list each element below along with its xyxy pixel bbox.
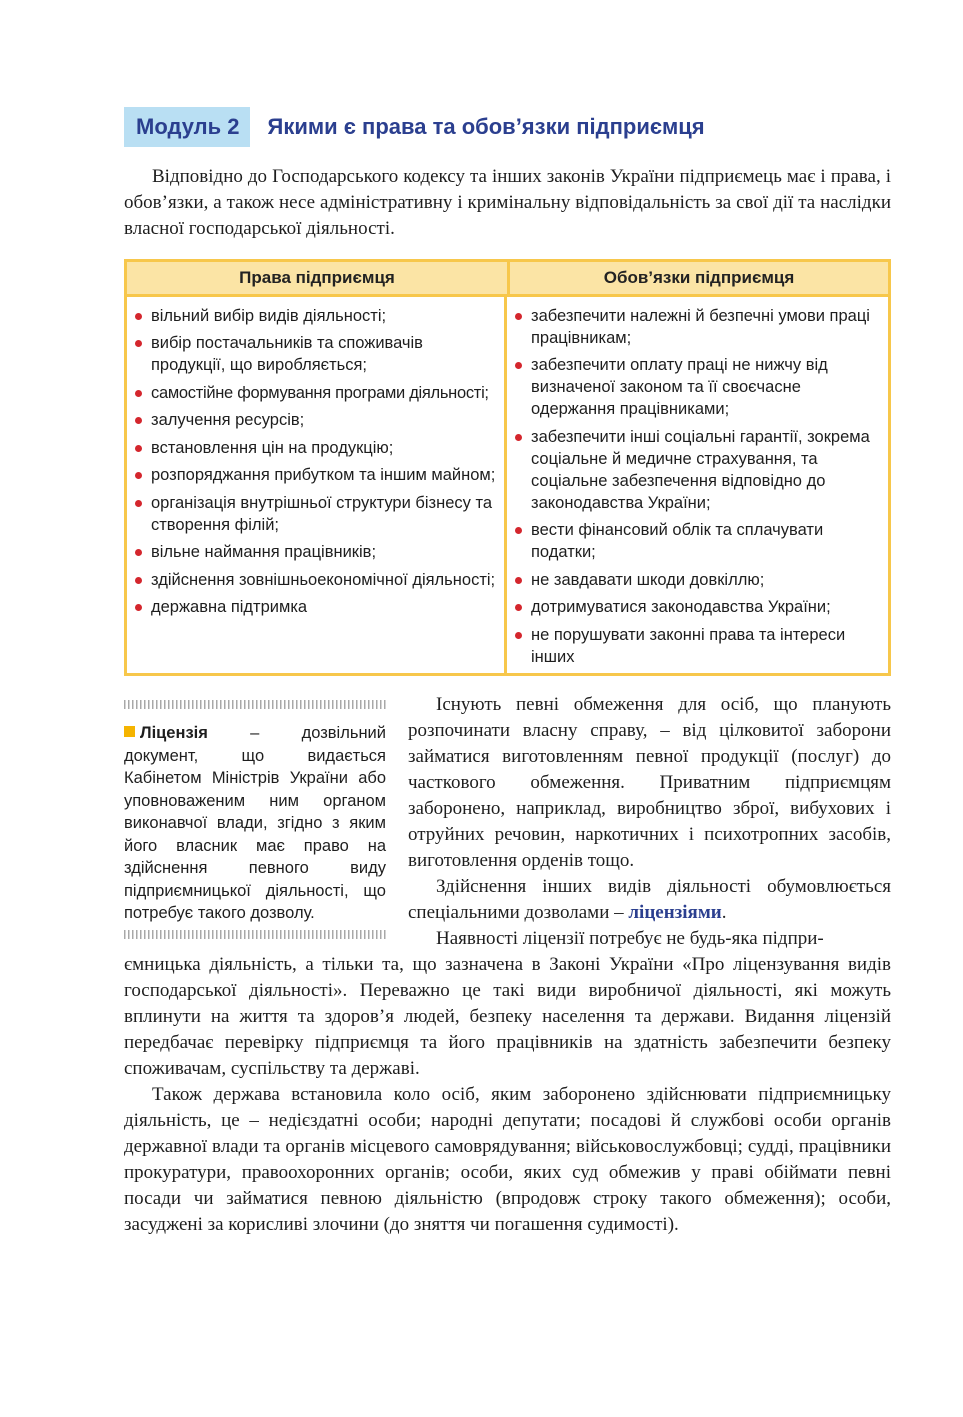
rights-duties-table — [124, 259, 891, 676]
body-paragraph-need: ємницька діяльність, а тільки та, що зазначена в Законі України «Про ліцензування видів господарської діяльності». Переважно це такі види виробничої діяльності, які можуть вплинути на життя та здоров’я людей, безпеку населення та держави. Видання ліцензій передбачає перевірку підприємця та його працівників на здатність забезпечити безпеку споживачам, суспільству та державі. — [124, 954, 891, 1079]
rights-list-item: державна підтримка — [135, 596, 500, 618]
rights-header: Права підприємця — [127, 262, 510, 294]
bullet-icon — [135, 472, 142, 479]
rights-list-item: залучення ресурсів; — [135, 409, 500, 431]
module-badge: Модуль 2 — [124, 107, 250, 147]
duties-list-item: забезпечити належні й безпечні умови праці працівникам; — [515, 305, 882, 349]
license-definition-note — [124, 722, 386, 925]
rights-list-item: вибір постачальників та споживачів продукції, що виробляється; — [135, 332, 500, 376]
bullet-icon — [135, 340, 142, 347]
rights-list-item: самостійне формування програми діяльності; — [135, 382, 500, 404]
bullet-icon — [135, 445, 142, 452]
intro-paragraph: Відповідно до Господарського кодексу та інших законів України підприємець має і права, і обов’язки, а також несе адміністративну і кримінальну відповідальність за свої дії та наслідки власної господарської діяльності. — [124, 166, 891, 239]
body-paragraph-licenses: Здійснення інших видів діяльності обумовлюється спеціальними дозволами – ліцензіями. — [408, 876, 891, 923]
license-term: Ліцензія — [140, 724, 208, 742]
module-heading — [124, 107, 705, 147]
sidebar-bottom-divider — [124, 930, 386, 939]
bullet-icon — [135, 604, 142, 611]
table-header — [127, 262, 888, 297]
duties-list-item: забезпечити інші соціальні гарантії, зокрема соціальне й медичне страхування, та соціальне забезпечення відповідно до законодавства України; — [515, 426, 882, 514]
bullet-icon — [515, 362, 522, 369]
duties-list-item: вести фінансовий облік та сплачувати податки; — [515, 519, 882, 563]
duties-list-item: не завдавати шкоди довкіллю; — [515, 569, 882, 591]
duties-list-item: дотримуватися законодавства України; — [515, 596, 882, 618]
bullet-icon — [135, 390, 142, 397]
body-paragraph-need-top: Наявності ліцензії потребує не будь-яка підпри- — [436, 928, 824, 949]
bullet-icon — [515, 577, 522, 584]
bullet-icon — [135, 417, 142, 424]
licenses-term: ліцензіями — [628, 902, 722, 923]
duties-header: Обов’язки підприємця — [603, 267, 795, 287]
rights-list-item: вільний вибір видів діяльності; — [135, 305, 500, 327]
bullet-icon — [515, 604, 522, 611]
body-paragraph-restrictions: Існують певні обмеження для осіб, що планують розпочинати власну справу, – від цілковитої заборони займатися виготовленням певної продукції (послуг) до часткового обмеження. Приватним підприємцям заборонено, наприклад, виробництво зброї, вибухових і отруйних речовин, наркотичних і психотропних засобів, виготовлення орденів тощо. — [408, 694, 891, 871]
rights-list-item: вільне наймання працівників; — [135, 541, 500, 563]
bullet-icon — [515, 434, 522, 441]
table-body — [127, 297, 888, 674]
body-paragraph-prohibited-persons: Також держава встановила коло осіб, яким заборонено здійснювати підприємницьку діяльність, це – недієздатні особи; народні депутати; посадові й службові особи органів державної влади та органів місцевого самоврядування; військовослужбовці; судді, працівники прокуратури, правоохоронних органів; особи, яких суд обмежив у праві обіймати певні посади чи займатися певною діяльністю (впродовж строку такого обмеження); особи, засуджені за корисливі злочини (до зняття чи погашення судимості). — [124, 1084, 891, 1235]
sidebar-top-divider — [124, 700, 386, 709]
rights-list-item: організація внутрішньої структури бізнесу та створення філій; — [135, 492, 500, 536]
duties-list-item: забезпечити оплату праці не нижчу від визначеної законом та її своєчасне одержання працівниками; — [515, 354, 882, 420]
rights-column — [127, 297, 507, 674]
rights-list-item: здійснення зовнішньоекономічної діяльності; — [135, 569, 500, 591]
bullet-icon — [135, 577, 142, 584]
license-definition: – дозвільний документ, що видається Кабінетом Міністрів України або уповноваженим ним органом виконавчої влади, згідно з яким його власник має право на здійснення певного виду підприємницької діяльності, що потребує такого дозволу. — [124, 724, 386, 922]
bullet-icon — [515, 527, 522, 534]
bullet-icon — [515, 632, 522, 639]
module-title: Якими є права та обов’язки підприємця — [267, 114, 705, 139]
duties-list-item: не порушувати законні права та інтереси інших — [515, 624, 882, 668]
bullet-icon — [515, 313, 522, 320]
bullet-icon — [135, 313, 142, 320]
rights-list-item: встановлення цін на продукцію; — [135, 437, 500, 459]
bullet-icon — [135, 500, 142, 507]
bullet-icon — [135, 549, 142, 556]
duties-column — [507, 297, 888, 674]
rights-list-item: розпоряджання прибутком та іншим майном; — [135, 464, 500, 486]
square-marker-icon — [124, 726, 135, 737]
